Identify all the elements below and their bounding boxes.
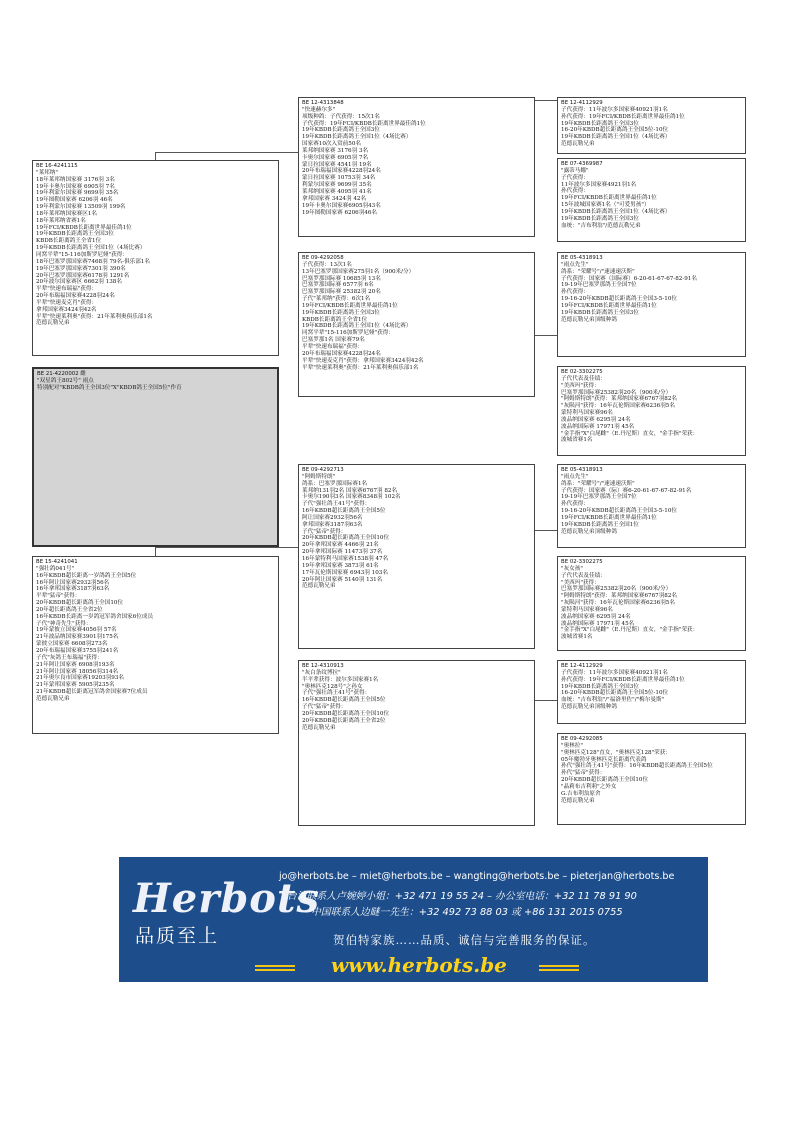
dss-card (557, 464, 746, 548)
pedigree-line: 蒙彼立国家赛 6608羽273名 (36, 641, 108, 648)
pedigree-line: "灰陨河"获得：16年瓦伦斯国家赛6236羽5名 (561, 403, 675, 410)
pedigree-line: 同窝平辈"15-116加斯罗尼娅"获得： (302, 330, 394, 337)
pedigree-line: 巴塞罗那国际赛25382羽20名（900米/分） (561, 389, 672, 396)
pedigree-line: "晶莉布吉利莉"之外女 (561, 783, 617, 790)
pedigree-line: 平辈"快速莱利奥"获得：21年莱利奥俱乐部1名 (302, 364, 419, 371)
pedigree-line: 18年莱邦纳省赛1名 (36, 217, 86, 224)
dds-card (557, 660, 746, 724)
dss-lines (561, 467, 742, 535)
pedigree-line: 子代"神奇先生"获得： (36, 620, 92, 627)
ring-number: BE 09-4292713 (302, 467, 344, 473)
pedigree-line: 21年阿让国家赛 18056羽314名 (36, 668, 119, 675)
pedigree-line: 19-16-20年KBDB超长距离鸽王全国3-5-10位 (561, 508, 677, 515)
pedigree-line: "莱邦纳" (36, 169, 58, 176)
pedigree-line: 21年奥尔良市国家赛19203羽93名 (36, 675, 124, 682)
pedigree-line: 范德瓦勒兄弟顶级种鸽 (561, 316, 617, 323)
divider-right (539, 965, 579, 967)
pedigree-line: 19年KBDB长距离鸽王全国3位 (36, 231, 114, 238)
dds-lines (561, 663, 742, 711)
subject-card (32, 367, 279, 547)
pedigree-line: 子代代表及佳绩： (561, 572, 606, 579)
pedigree-line: 16年KBDB超长距离一岁鸽鸽王全国5位 (36, 572, 137, 579)
sdd-lines (561, 369, 742, 444)
pedigree-line: 20年布瑞福国家赛4228羽24名 (302, 168, 381, 175)
sd-lines (302, 255, 531, 371)
ring-number: BE 05-4318913 (561, 467, 603, 473)
pedigree-line: 平辈"快速莱利奥"获得：21年莱利奥俱乐部1名 (36, 313, 153, 320)
pedigree-line: 19年FCI/KBDB长距离世界最佳鸽1位 (561, 302, 657, 309)
pedigree-line: 血统："吉布利翁"/"福洛里佐"/"梅尔曼斯" (561, 697, 665, 704)
pedigree-line: "美西玛"获得： (561, 382, 600, 389)
pedigree-line: 卡奥尔190羽3名 国家赛8348羽 102名 (302, 494, 401, 501)
divider-left (255, 965, 295, 967)
pedigree-line: 19年KBDB长距离鸽王全国1位（4场比赛） (561, 134, 671, 141)
pedigree-line: 孙代"强壮鸽王41号"获得：16年KBDB超长距离鸽王全国5位 (561, 763, 713, 770)
pedigree-line: 阿让国家赛2932羽56名 (302, 514, 363, 521)
ring-number: BE 21-4220002 雌 (37, 371, 86, 377)
pedigree-line: 范德瓦勒兄弟顶级种鸽 (561, 704, 617, 711)
pedigree-line: 19年拿邦国家赛 3873羽 61名 (302, 562, 379, 569)
pedigree-line: 范德瓦勒兄弟 (36, 695, 70, 702)
sire-lines (36, 163, 275, 327)
pedigree-line: 19年图勒国家赛 6206羽46名 (302, 209, 377, 216)
pedigree-line: 子代获得：13次1名 (302, 261, 352, 268)
dsd-card (557, 556, 746, 651)
pedigree-line: 波品纳国家赛 6295羽 24名 (561, 613, 631, 620)
pedigree-connector (535, 700, 557, 701)
pedigree-line: 半平辈获得：波尔多国家赛1名 (302, 676, 379, 683)
dsd-lines (561, 559, 742, 641)
pedigree-line: 莱邦纳国家赛 4095羽 41名 (302, 188, 372, 195)
dam-lines (36, 559, 275, 703)
sdd-card (557, 366, 746, 456)
ring-number: BE 07-4369987 (561, 161, 603, 167)
pedigree-line: 16年KBDB超长距离鸽王全国5位 (302, 508, 386, 515)
pedigree-line: 子代"莱邦纳"获得：6次1名 (302, 296, 371, 303)
pedigree-line: 19年卡奥尔国家赛 6905羽 7名 (36, 183, 115, 190)
pedigree-line: "奥林拉" (561, 742, 583, 749)
dam-sire-card (298, 464, 535, 649)
pedigree-line: G.吉布利翁原舍 (561, 790, 601, 797)
pedigree-line: 19年KBDB长距离鸽王全国3位 (302, 127, 380, 134)
pedigree-line: 鸽系：巴塞罗那国际赛1名 (302, 480, 368, 487)
pedigree-line: 拿邦国家赛3424羽42名 (36, 306, 97, 313)
pedigree-line: 子代"强壮鸽王41号"获得： (302, 690, 371, 697)
pedigree-line: 21年波品纳国家赛3901羽175名 (36, 634, 119, 641)
pedigree-line: 19年蒙彼立国家赛4056羽 57名 (36, 627, 117, 634)
pedigree-line: 利蒙尔国家赛 9699羽 35名 (302, 182, 372, 189)
pedigree-line: 波品纳国际赛 17971羽 45名 (561, 620, 635, 627)
pedigree-line: "灰女孩" (561, 565, 583, 572)
pedigree-line: 20年布瑞福国家赛4228羽24名 (302, 350, 381, 357)
pedigree-line: 19年KBDB长距离鸽王全国1位（4场比赛） (302, 134, 412, 141)
ds-lines (302, 467, 531, 590)
pedigree-line: 19年利蒙尔国家赛 9699羽 35名 (36, 190, 119, 197)
pedigree-line: 21年阿让国家赛 6908羽193名 (36, 661, 115, 668)
pedigree-line: 19年FCI/KBDB长距离世界最佳鸽1位 (561, 514, 657, 521)
pedigree-line: 蒙日拉国家赛 10753羽 34名 (302, 175, 376, 182)
pedigree-line: 19年巴塞罗那国家赛7301羽 390名 (36, 265, 126, 272)
pedigree-line: 19年KBDB长距离鸽王全国3位 (561, 215, 639, 222)
pedigree-line: 范德瓦勒兄弟顶级种鸽 (561, 528, 617, 535)
pedigree-line: "强壮鸽041号" (36, 565, 75, 572)
pedigree-line: 平辈"快速麦克肖"获得： (36, 299, 98, 306)
slogan: 品质至上 (135, 925, 220, 947)
pedigree-line: 拿邦国家赛 3424羽 42名 (302, 195, 367, 202)
pedigree-line: 孙代获得：19年FCI/KBDB长距离世界最佳鸽1位 (561, 676, 685, 683)
pedigree-line: 蒙特利马国家赛96名 (561, 606, 613, 613)
pedigree-line: 孙代获得： (561, 289, 589, 296)
dam-card (32, 556, 279, 734)
pedigree-line: 血统："吉布利翁"/范德瓦勒兄弟 (561, 222, 641, 229)
pedigree-line: 莱邦纳131羽2名 国家赛6767羽 82名 (302, 487, 398, 494)
pedigree-line: 平辈"快速麦克肖"获得：拿邦国家赛3424羽42名 (302, 357, 424, 364)
pedigree-line: 孙代获得： (561, 188, 589, 195)
pedigree-line: 19年KBDB长距离鸽王全国3位 (561, 309, 639, 316)
pedigree-line: 16年阿让国家赛2932羽56名 (36, 579, 110, 586)
sds-card (557, 252, 746, 357)
pedigree-line: 21年蒙邦国家赛 5905羽235名 (36, 682, 115, 689)
herbots-logo: Herbots (133, 875, 320, 922)
pedigree-line: "奥林匹克128"直女，"奥林匹克128"荣获： (561, 749, 671, 756)
pedigree-line: KBDB长距离鸽王全省1位 (36, 238, 102, 245)
pedigree-line: 子代获得：国家赛（国际赛）6-20-61-67-67-82-91名 (561, 275, 697, 282)
ssd-lines (561, 161, 742, 229)
pedigree-line: 20年拿邦国家赛 4466羽 21名 (302, 542, 379, 549)
dam-dam-card (298, 660, 535, 826)
ring-number: BE 12-4112929 (561, 663, 603, 669)
pedigree-line: 19-19年巴塞罗那鸽王全国7位 (561, 494, 637, 501)
pedigree-line: 子代"强壮鸽王41号"获得： (302, 501, 371, 508)
sire-sire-card (298, 97, 535, 237)
pedigree-line: 范德瓦勒兄弟 (561, 797, 595, 804)
ssd-card (557, 158, 746, 242)
quality-promise: 贺伯特家族……品质、诚信与完善服务的保证。 (333, 933, 596, 947)
pedigree-line: KBDB长距离鸽王全省1位 (302, 316, 368, 323)
sire-card (32, 160, 279, 356)
pedigree-connector (535, 530, 557, 531)
pedigree-line: "奥林匹克128号"之孙女 (302, 683, 363, 690)
pedigree-connector (155, 547, 298, 548)
pedigree-line: "露蒂马娜" (561, 167, 589, 174)
pedigree-line: 16-20年KBDB超长距离鸽王全国5位-10位 (561, 127, 669, 134)
pedigree-line: 子代获得： (561, 174, 589, 181)
subject-lines (37, 371, 274, 392)
pedigree-line: 20年超长距离鸽王全省2位 (36, 606, 103, 613)
pedigree-line: 20年KBDB超长距离鸽王全国10位 (302, 710, 390, 717)
ring-number: BE 09-4292058 (302, 255, 344, 261)
pedigree-line: 16年KBDB长距离一岁鸽冠军鸽舍国家6位成员 (36, 613, 154, 620)
ring-number: BE 02-3302275 (561, 559, 603, 565)
pedigree-line: "阿姆斯特朗"获得：莱邦纳国家赛6767羽82名 (561, 396, 677, 403)
pedigree-line: 子代"灰鸽王布瑞福"获得： (36, 654, 103, 661)
pedigree-line: 子代代表及佳绩： (561, 375, 606, 382)
ring-number: BE 12-4112929 (561, 100, 603, 106)
pedigree-line: 范德瓦勒兄弟 (561, 141, 595, 148)
pedigree-line: 莱邦纳国家赛 3176羽 3名 (302, 147, 369, 154)
pedigree-line: 卡奥尔国家赛 6905羽 7名 (302, 154, 369, 161)
pedigree-line: 子代获得：11年波尔多国家赛40921羽1名 (561, 106, 668, 113)
pedigree-line: 鸽系："荣耀号"/"速速速沃斯" (561, 268, 635, 275)
pedigree-line: 国家赛10次入赏前50名 (302, 141, 361, 148)
sss-card (557, 97, 746, 154)
pedigree-line: 子代"猛帝"获得： (302, 704, 347, 711)
pedigree-line: 子代获得：19年FCI/KBDB长距离世界最佳鸽1位 (302, 120, 426, 127)
pedigree-line: 16年蒙特利马国家赛1538羽 47名 (302, 555, 389, 562)
pedigree-line: "快速赫尔多" (302, 106, 336, 113)
pedigree-line: 范德瓦勒兄弟 (302, 724, 336, 731)
pedigree-line: "金手指"X"白尾雌"（E.丹尼斯）直女，"金手指"荣获： (561, 430, 699, 437)
pedigree-line: 19年KBDB长距离鸽王全国3位 (561, 120, 639, 127)
pedigree-line: 19年FCI/KBDB长距离世界最佳鸽1位 (561, 195, 657, 202)
pedigree-line: 15年波城国家赛1名（"可爱男孩"） (561, 202, 650, 209)
pedigree-line: 18年巴塞罗那国家赛7468羽 79名-俱乐部1名 (36, 258, 151, 265)
pedigree-line: 平辈"猛帝"获得： (36, 593, 81, 600)
pedigree-line: 巴塞罗那国际赛 10685羽 13名 (302, 275, 381, 282)
pedigree-line: 巴塞罗那1名 国家赛79名 (302, 337, 365, 344)
pedigree-line: 巴塞罗那国际赛25382羽20名（900米/分） (561, 586, 672, 593)
pedigree-line: 16年拿邦国家赛3187羽63名 (36, 586, 110, 593)
pedigree-line: 17年瓦伦斯国家赛 6943羽 103名 (302, 569, 388, 576)
pedigree-connector (155, 152, 298, 153)
pedigree-line: 19年KBDB长距离鸽王全国1位（4场比赛） (302, 323, 412, 330)
pedigree-line: 19-16-20年KBDB超长距离鸽王全国3-5-10位 (561, 296, 677, 303)
pedigree-line: 19年利蒙尔国家赛 13509羽 199名 (36, 204, 126, 211)
pedigree-line: 蒙日拉国家赛 4541羽 19名 (302, 161, 372, 168)
pedigree-line: 平辈"快速布瑞福"获得： (302, 343, 364, 350)
pedigree-line: "雨点先生" (561, 473, 589, 480)
pedigree-line: 13年巴塞罗那国家赛275羽1名（900米/分） (302, 268, 415, 275)
pedigree-line: 子代"猛帝"获得： (302, 528, 347, 535)
ring-number: BE 09-4292085 (561, 736, 603, 742)
ss-lines (302, 100, 531, 216)
pedigree-line: "金手指"X"白尾雌"（E.丹尼斯）直女，"金手指"荣获： (561, 627, 699, 634)
pedigree-line: 拿邦国家赛3187羽63名 (302, 521, 363, 528)
pedigree-line: 19年FCI/KBDB长距离世界最佳鸽1位 (36, 224, 132, 231)
pedigree-line: 20年布瑞福国家赛3755羽241名 (36, 647, 119, 654)
pedigree-line: 19年图勒国家赛 6206羽 46名 (36, 197, 113, 204)
email-contacts[interactable]: jo@herbots.be – miet@herbots.be – wangting@herbots.be – pieterjan@herbots.be (279, 871, 675, 882)
pedigree-connector (535, 335, 557, 336)
sire-dam-card (298, 252, 535, 397)
pedigree-line: 19-19年巴塞罗那鸽王全国7位 (561, 282, 637, 289)
pedigree-line: 20年KBDB超长距离鸽王全省2位 (302, 717, 386, 724)
china-contact: 中国联系人边瞇一先生：+32 492 73 88 03 或 +86 131 2015 0755 (311, 907, 623, 918)
pedigree-line: 范德瓦勒兄弟 (302, 583, 336, 590)
pedigree-line: 11年波尔多国家赛4921羽1名 (561, 181, 637, 188)
pedigree-line: 孙代获得：19年FCI/KBDB长距离世界最佳鸽1位 (561, 113, 685, 120)
pedigree-line: 16年KBDB超长距离鸽王全国5位 (302, 697, 386, 704)
pedigree-line: 平辈"快速布瑞福"获得： (36, 286, 98, 293)
pedigree-connector (535, 100, 557, 101)
pedigree-line: 蒙特利马国家赛96名 (561, 410, 613, 417)
pedigree-line: 巴塞罗那国际赛 6577羽 6名 (302, 282, 374, 289)
pedigree-line: 孙代获得： (561, 501, 589, 508)
pedigree-line: 19年FCI/KBDB长距离世界最佳鸽1位 (302, 302, 398, 309)
pedigree-line: "雨点先生" (561, 261, 589, 268)
ring-number: BE 16-4241115 (36, 163, 78, 169)
ring-number: BE 05-4318913 (561, 255, 603, 261)
pedigree-line: 19年KBDB长距离鸽王全国1位（4场比赛） (561, 208, 671, 215)
pedigree-line: "美西玛"获得： (561, 579, 600, 586)
ring-number: BE 12-4310913 (302, 663, 344, 669)
pedigree-line: 项级种鸽：子代获得：15次1名 (302, 113, 380, 120)
pedigree-line: 19年KBDB长距离鸽王全国1位（4场比赛） (36, 245, 146, 252)
pedigree-line: 18年莱邦纳国家赛区1名 (36, 210, 98, 217)
pedigree-line: 18年莱邦纳国家赛 3176羽 3名 (36, 176, 115, 183)
pedigree-line: 21年KBDB超长距离冠军鸽舍国家赛7位成员 (36, 689, 148, 696)
ddd-card (557, 733, 746, 825)
pedigree-line: 波品纳国家赛 6295羽 24名 (561, 416, 631, 423)
ring-number: BE 02-3302275 (561, 369, 603, 375)
pedigree-line: 鸽系："荣耀号"/"速速速沃斯" (561, 480, 635, 487)
herbots-banner (119, 857, 708, 982)
ddd-lines (561, 736, 742, 804)
pedigree-line: 20年阿让国家赛 5140羽 131名 (302, 576, 383, 583)
taiwan-contact: 台湾联系人卢婉婷小姐：+32 471 19 55 24 – 办公室电话：+32 11 78 91 90 (287, 891, 637, 902)
pedigree-line: 20年布瑞福国家赛4228羽24名 (36, 293, 115, 300)
sss-lines (561, 100, 742, 148)
pedigree-line: "阿姆斯特朗" (302, 473, 336, 480)
pedigree-line: 20年KBDB超长距离鸽王全国10位 (36, 600, 124, 607)
pedigree-line: 20年巴塞罗那国家赛6178羽 1291名 (36, 272, 130, 279)
dd-lines (302, 663, 531, 731)
pedigree-line: 子代获得：11年波尔多国家赛40921羽1名 (561, 669, 668, 676)
website-link[interactable]: www.herbots.be (331, 953, 507, 977)
pedigree-line: "阿姆斯特朗"获得：莱邦纳国家赛6767羽82名 (561, 593, 677, 600)
pedigree-line: 波城省赛1名 (561, 437, 593, 444)
pedigree-line: 巴塞罗那国际赛 25382羽 20名 (302, 289, 381, 296)
pedigree-line: 同窝平辈"15-116加斯罗尼娅"获得： (36, 251, 128, 258)
pedigree-line: "灰白条纹博拉" (302, 669, 341, 676)
pedigree-line: 20年波尔国家赛区 6662羽 138名 (36, 279, 122, 286)
sds-lines (561, 255, 742, 323)
pedigree-line: 特别配对"KBDB鸽王全国3位"X"KBDB鸽王全国5位"作育 (37, 384, 182, 391)
pedigree-line: 波品纳国际赛 17971羽 45名 (561, 423, 635, 430)
pedigree-line: 范德瓦勒兄弟 (36, 320, 70, 327)
pedigree-line: 20年KBDB超长距离鸽王全国10位 (561, 777, 649, 784)
pedigree-line: 20年KBDB超长距离鸽王全国10位 (302, 535, 390, 542)
ring-number: BE 15-4241041 (36, 559, 78, 565)
ring-number: BE 12-4313848 (302, 100, 344, 106)
pedigree-line: 波城省赛1名 (561, 634, 593, 641)
pedigree-line: 19年KBDB长距离鸽王全国3位 (302, 309, 380, 316)
pedigree-line: 子代获得：国家赛（际）赛6-20-61-67-67-82-91名 (561, 487, 692, 494)
pedigree-line: 19年KBDB长距离鸽王全国3位 (561, 683, 639, 690)
pedigree-line: 20年拿邦国际赛 11473羽 37名 (302, 549, 383, 556)
pedigree-line: 05年魔勃牙奥林匹克长距离代表鸽 (561, 756, 647, 763)
pedigree-line: "双星鸽王802号" 雨点 (37, 377, 94, 384)
pedigree-line: 16-20年KBDB超长距离鸽王全国5位-10位 (561, 690, 669, 697)
pedigree-line: "灰陨河"获得：16年瓦伦斯国家赛6236羽5名 (561, 600, 675, 607)
pedigree-line: 19年卡奥尔国家赛6905羽43名 (302, 202, 381, 209)
pedigree-line: 孙代"猛帝"获得： (561, 770, 606, 777)
pedigree-line: 19年KBDB长距离鸽王全国1位 (561, 521, 639, 528)
